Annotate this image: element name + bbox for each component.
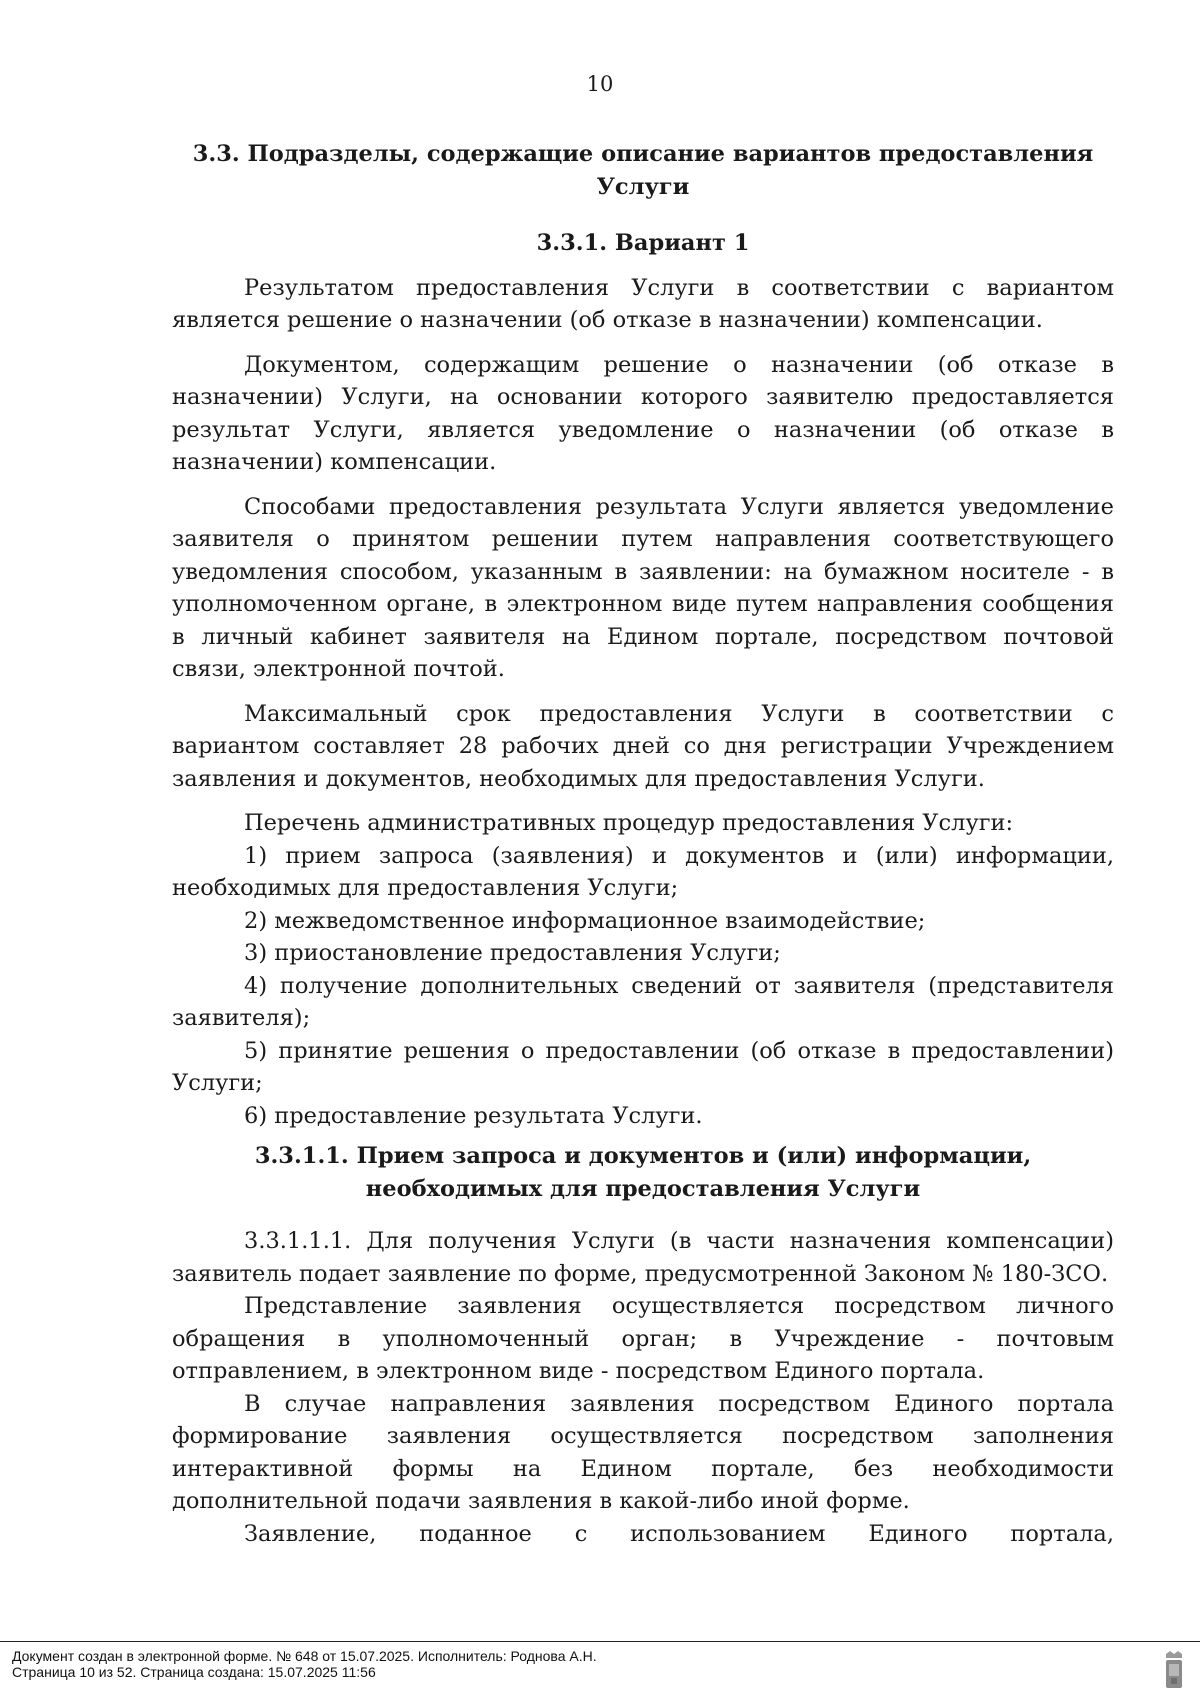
procedure-item: 2) межведомственное информационное взаимодействие; — [244, 907, 926, 934]
footer-line-page: Страница 10 из 52. Страница создана: 15.07.2025 11:56 — [12, 1664, 376, 1680]
procedure-item: 5) принятие решения о предоставлении (об отказе в предоставлении) Услуги; — [172, 1037, 1114, 1096]
paragraph-portal: В случае направления заявления посредством Единого портала формирование заявления осуществляется посредством заполнения интерактивной формы на Едином портале, без необходимости дополнительной подачи заявления в какой-либо иной форме. — [172, 1390, 1114, 1514]
coat-of-arms-icon — [1162, 1650, 1186, 1690]
paragraph-deadline: Максимальный срок предоставления Услуги в соответствии с вариантом составляет 28 рабочих дней со дня регистрации Учреждением заявления и документов, необходимых для предоставления Услуги. — [172, 700, 1114, 792]
document-footer — [0, 1641, 1200, 1699]
paragraph-portal-continued: Заявление, поданное с использованием Единого портала, — [244, 1520, 1114, 1547]
paragraph-document: Документом, содержащим решение о назначении (об отказе в назначении) Услуги, на основании которого заявителю предоставляется результат Услуги, является уведомление о назначении (об отказе в назначении) компенсации. — [172, 351, 1114, 475]
section-heading: 3.3. Подразделы, содержащие описание вариантов предоставления Услуги — [192, 141, 1094, 200]
paragraph-application: 3.3.1.1.1. Для получения Услуги (в части назначения компенсации) заявитель подает заявление по форме, предусмотренной Законом № 180-ЗСО. — [172, 1228, 1114, 1287]
procedure-item: 4) получение дополнительных сведений от заявителя (представителя заявителя); — [172, 972, 1114, 1031]
procedure-item: 1) прием запроса (заявления) и документов и (или) информации, необходимых для предоставления Услуги; — [172, 842, 1114, 901]
paragraph-result: Результатом предоставления Услуги в соответствии с вариантом является решение о назначении (об отказе в назначении) компенсации. — [172, 274, 1114, 333]
footer-text — [12, 1648, 597, 1680]
footer-line-document: Документ создан в электронной форме. № 648 от 15.07.2025. Исполнитель: Роднова А.Н. — [12, 1648, 597, 1664]
page-number: 10 — [586, 72, 614, 96]
procedure-item: 6) предоставление результата Услуги. — [244, 1102, 703, 1129]
paragraph-submission: Представление заявления осуществляется посредством личного обращения в уполномоченный орган; в Учреждение - почтовым отправлением, в электронном виде - посредством Единого портала. — [172, 1293, 1114, 1384]
document-body — [172, 138, 1114, 1550]
variant-heading: 3.3.1. Вариант 1 — [536, 230, 750, 256]
paragraph-methods: Способами предоставления результата Услуги является уведомление заявителя о принятом решении путем направления соответствующего уведомления способом, указанным в заявлении: на бумажном носителе - в уполномоченном органе, в электронном виде путем направления сообщения в личный кабинет заявителя на Едином портале, посредством почтовой связи, электронной почтой. — [172, 493, 1114, 682]
procedures-intro: Перечень административных процедур предоставления Услуги: — [244, 810, 1014, 836]
procedure-item: 3) приостановление предоставления Услуги; — [244, 940, 781, 966]
subsection-heading: 3.3.1.1. Прием запроса и документов и (или) информации, необходимых для предоставления Услуги — [254, 1143, 1032, 1202]
